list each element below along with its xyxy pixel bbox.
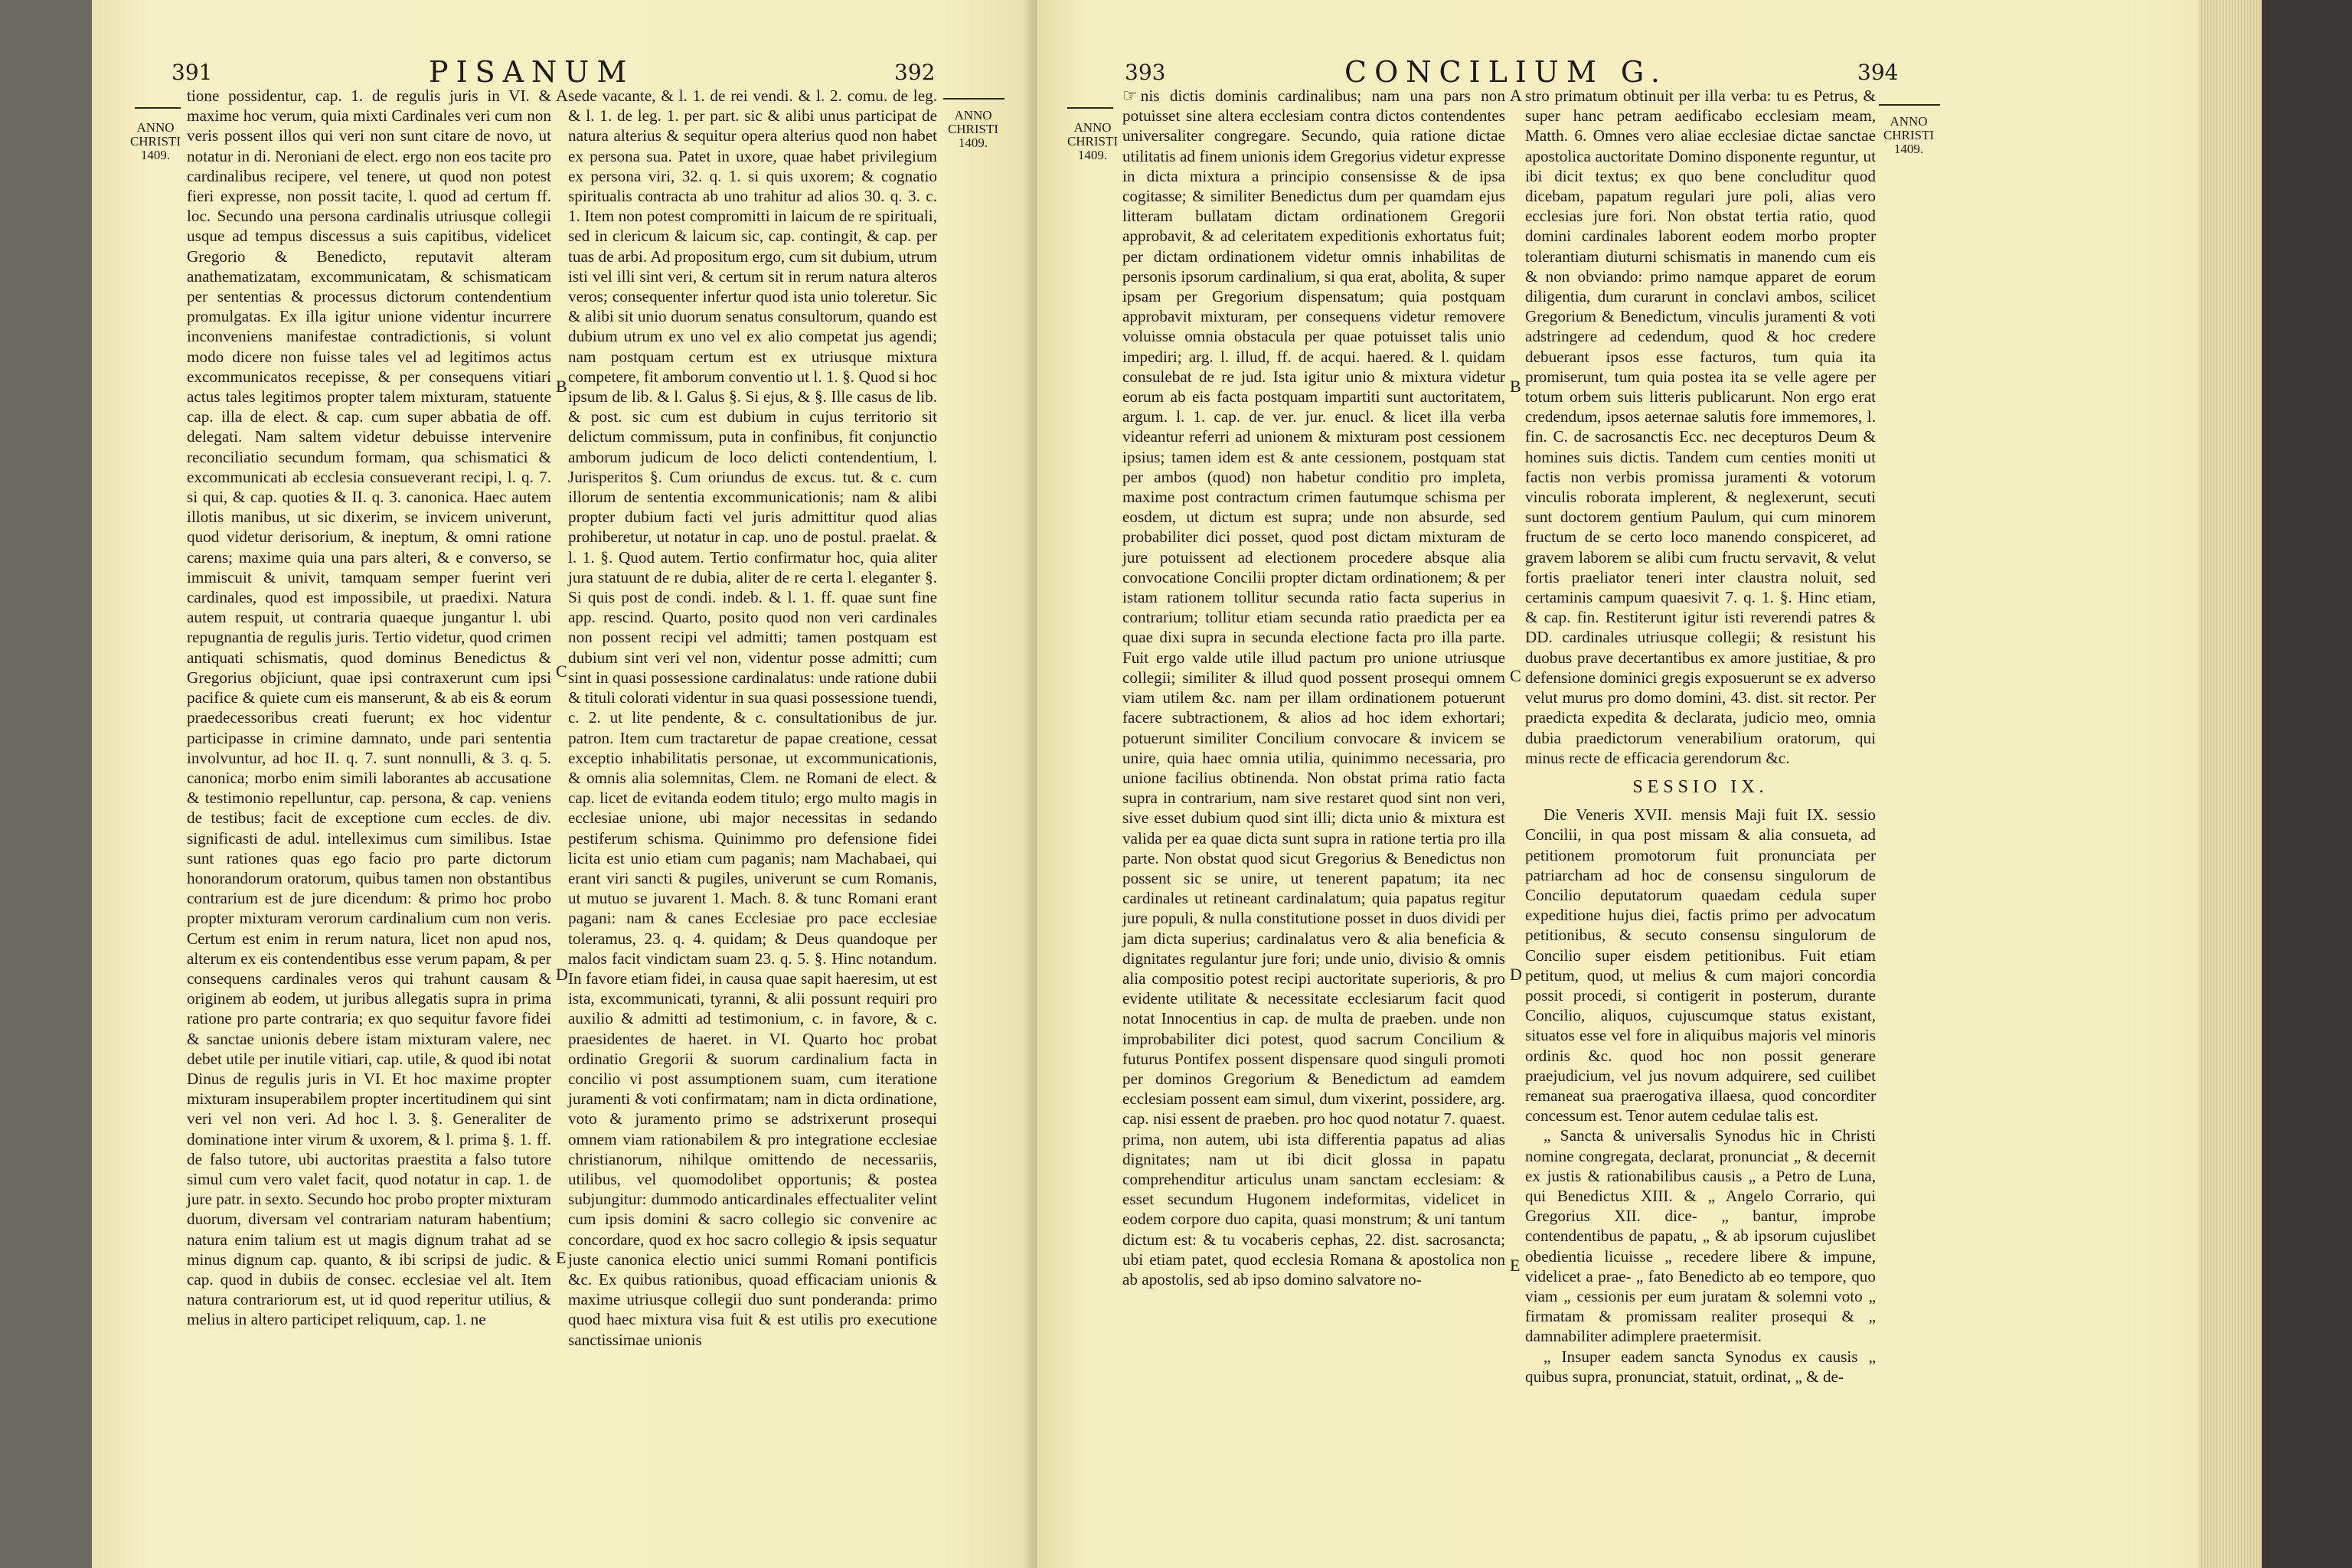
- margin-year: 1409.: [140, 148, 171, 162]
- column-text: sede vacante, & l. 1. de rei vendi. & l. 2. comu. de leg. & l. 1. de leg. 1. per part. sic & alibi unus participat de natura alterius & sequitur opera alterius quod non habet ex persona sua. Patet in uxore, quae habet privilegium ex persona viri, 32. q. 1. si quis uxorem; & cognatio spiritualis contracta ab uno trahitur ad alios 30. q. 3. c. 1. Item non potest compromitti in laicum de re spirituali, sed in clericum & laicum sic, cap. contingit, & cap. per tuas de arbi. Ad propositum ergo, cum sit dubium, utrum isti vel illi sint veri, & certum sit in rerum natura alteros veros; consequenter infertur quod ista unio toleretur. Sic & alibi sit unio duorum senatus consultorum, quando est dubium utrum ex uno vel ex alio competat jus agendi; nam postquam certum est ex utriusque mixtura competere, fit amborum conventio ut l. 1. §. Quod si hoc ipsum de lib. & l. Galus §. Si ejus, & §. Ille casus de lib. & post. sic cum est dubium in cujus territorio sit delictum commissum, puta in confinibus, fit conjunctio amborum judicum de loco delicti contendentium, l. Jurisperitos §. Cum oriundus de excus. tut. & c. cum illorum de sententia excommunicationis; nam & alibi propter dubium facti vel juris admittitur quod alias prohiberetur, ut notatur in cap. uno de postul. praelat. & l. 1. §. Quod autem. Tertio confirmatur hoc, quia aliter jura statuunt de re dubia, aliter de re certa l. eleganter §. Si quis post de condi. indeb. & l. 1. ff. quae sunt fine app. rescind. Quarto, posito quod non veri cardinales non possent recipi vel admitti; tamen postquam est dubium sint veri vel non, videntur posse admitti; cum sint in quasi possessione cardinalatus: unde ratione dubii & tituli colorati videntur in sua quasi possessione tuendi, c. 2. ut lite pendente, & c. consultationibus de jur. patron. Item cum tractaretur de papae creatione, cessat exceptio inhabilitatis personae, ut excommunicationis, & omnis alia solemnitas, Clem. ne Romani de elect. & cap. licet de evitanda eodem titulo; ergo multo magis in ecclesiae unione, ubi major necessitas in sedando pestiferum schisma. Quinimmo pro defensione fidei licita est unio etiam cum paganis; nam Machabaei, qui erant viri sancti & pugiles, univerunt se cum Romanis, ut mutuo se juvarent 1. Mach. 8. & tunc Romani erant pagani: nam & canes Ecclesiae pro pace ecclesiae toleramus, 23. q. 4. quidam; & Deus quandoque per malos facit vindictam suam 23. q. 5. §. Hinc notandum. In favore etiam fidei, in causa quae sapit haeresim, ut est ista, excommunicati, tyranni, & alii possunt requiri pro auxilio & admitti ad testimonium, c. in favore, & c. praesidentes de haeret. in VI. Quarto hoc probat ordinatio Gregorii & suorum cardinalium facta in concilio vi post assumptionem suam, cum iteratione juramenti & voti confirmatam; nam in dicta ordinatione, voto & juramento primo se adstrixerunt prosequi omnem viam rationabilem & pro integratione ecclesiae christianorum, nihilque omittendo de necessariis, utilibus, vel quomodolibet opportunis; & postea subjungitur: dummodo anticardinales effectualiter velint cum ipsis domini & sacro collegio sic convenire ac concordare, quod ex hoc sacro collegio & ipsis sequatur juste canonica electio unici summi Romani pontificis &c. Ex quibus rationibus, quoad efficaciam unionis & maxime utriusque collegii duo sunt ponderanda: primo quod haec mixtura visa fuit & est utilis pro executione sanctissimae unionis: [568, 87, 937, 1349]
- column-text: [1122, 86, 1505, 1289]
- year-margin-note: [945, 109, 1001, 150]
- table-surface-left: [0, 0, 92, 1568]
- section-letter: C: [1510, 666, 1521, 685]
- section-letter: E: [1510, 1256, 1521, 1275]
- margin-year: 1409.: [1077, 148, 1108, 162]
- page-number: 393: [1125, 60, 1166, 85]
- margin-year: 1409.: [1893, 142, 1924, 156]
- section-letter: D: [556, 965, 568, 984]
- decree-paragraph: „ Sancta & universalis Synodus hic in Christi nomine congregata, declarat, pronunciat „ & decernit ex justis & rationabilibus causis „ a Petro de Luna, qui Benedictus XIII. & „ Angelo Corrario, qui Gregorius XII. dice- „ bantur, improbe contendentibus de papatu, „ & ab ipsorum cujuslibet obedientia licuisse „ recedere libere & impune, videlicet a prae- „ fato Benedicto ab eo tempore, quo viam „ cessionis per eum juratam & solemni voto „ firmatam & promissam realiter prosequi & „ damnabiliter adimplere praetermisit.: [1525, 1126, 1876, 1346]
- text-column-right: [1525, 86, 1876, 1540]
- section-letter: D: [1510, 965, 1522, 984]
- running-title: CONCILIUM G.: [1344, 55, 1668, 89]
- margin-anno: ANNO: [136, 120, 175, 135]
- section-letter: A: [1510, 86, 1522, 105]
- page-number: 394: [1857, 60, 1899, 85]
- section-letter: E: [556, 1248, 567, 1267]
- decree-paragraph: „ Insuper eadem sancta Synodus ex causis „ quibus supra, pronunciat, statuit, ordinat, „ & de-: [1525, 1347, 1876, 1386]
- margin-rule: [135, 107, 181, 109]
- margin-rule: [943, 98, 1004, 100]
- text-column-left: [187, 86, 551, 1540]
- table-surface-right: [2262, 0, 2352, 1568]
- margin-anno: ANNO: [954, 108, 992, 122]
- session-paragraph: Die Veneris XVII. mensis Maji fuit IX. sessio Concilii, in qua post missam & alia consueta, ad petitionem promotorum fuit pronunciata per patriarcham ad hoc de consensu singulorum de Concilio deputatorum quaedam cedula super expeditione hujus diei, factis primo per advocatum petitionibus, & secuto consensu singulorum de Concilio super eisdem petitionibus. Fuit etiam petitum, quod, ut melius & cum majori concordia possit procedi, si contigerit in posterum, durante Concilio, aliquos, cujuscumque status existant, situatos esse vel fore in aliquibus majoris vel minoris ordinis &c. quod hoc non possit generare praejudicium, vel jus novum adquirere, sed cuilibet remaneat sua praerogativa illaesa, quod concorditer concessum est. Tenor autem cedulae talis est.: [1525, 805, 1876, 1125]
- running-title: PISANUM: [429, 55, 635, 89]
- margin-anno: ANNO: [1073, 120, 1112, 135]
- section-letter: B: [1510, 377, 1521, 396]
- right-page: [1037, 0, 2199, 1568]
- page-number: 392: [894, 60, 936, 85]
- year-margin-note: [127, 121, 184, 162]
- section-letter: C: [556, 662, 567, 681]
- margin-christi: CHRISTI: [1883, 128, 1935, 142]
- column-text: tione possidentur, cap. 1. de regulis juris in VI. & maxime hoc verum, quia mixti Cardinales veri cum non veris possent illos qui veri non sunt citare de novo, ut notatur in di. Neroniani de elect. ergo non eos tacite pro cardinalibus recipere, vel tenere, ut quod non potest fieri expresse, non possit tacite, l. quod ad certum ff. loc. Secundo una persona cardinalis utriusque collegii usque ad tempus discessus a suis capitibus, videlicet Gregorio & Benedicto, reputavit alteram anathematizatam, excommunicatam, & schismaticam per sententias & processus dictorum contendentium promulgatas. Ex illa igitur unione videntur incurrere inconveniens manifestae contradictionis, si volunt modo dicere non fuisse tales vel ad legitimos actus excommunicatos recepisse, & per consequens vitiari actus tales legitimos propter talem mixturam, statuente cap. illa de elect. & cap. cum super abbatia de off. delegati. Nam saltem videtur debuisse intervenire reconciliatio secundum formam, qua schismatici & excommunicati ab ecclesia consueverant recipi, l. q. 7. si qui, & cap. quoties & II. q. 3. canonica. Haec autem illotis manibus, ut sic dixerim, se invicem univerunt, quod videtur derisorium, & ineptum, & omni ratione carens; maxime quia una pars alteri, & e converso, se immiscuit & univit, tamquam semper fuerint veri cardinales, quod est impossibile, ut praedixi. Natura autem respuit, ut contraria quaeque jungantur l. ubi repugnantia de regulis juris. Tertio videtur, quod crimen antiquati schismatis, quod dominus Benedictus & Gregorius objiciunt, quae ipsi contraxerunt cum ipsi pacifice & quiete cum eis manserunt, & ab eis & eorum praedecessoribus creati fuerunt; ex hoc videntur participasse in crimine damnato, unde pari sententia involvuntur, ad hoc II. q. 7. sunt nonnulli, & 3. q. 5. canonica; morbo enim simili laborantes ab accusatione & testimonio repelluntur, cap. persona, & cap. veniens de testibus; facit de exceptione cum eccles. de div. significasti de adul. intelleximus cum similibus. Istae sunt rationes quas ego facio pro parte dictorum honorandorum oratorum, quibus tamen non obstantibus contrarium est de jure dicendum: & primo hoc probo propter mixturam verorum cardinalium cum non veris. Certum est enim in rerum natura, licet non apud nos, alterum ex eis contendentibus esse verum papam, & per consequens cardinales veros qui trahunt causam & originem ab eodem, ut juribus allegatis supra in prima ratione pro parte contraria; ex quo sequitur favore fidei & sanctae unionis debere istam mixturam valere, nec debet utile per inutile vitiari, cap. utile, & quod ibi notat Dinus de regulis juris in VI. Et hoc maxime propter mixturam insuperabilem propter incertitudinem qui sint veri vel non veri. Ad hoc l. 3. §. Generaliter de dominatione inter virum & uxorem, & l. prima §. 1. ff. de falso tutore, ubi auctoritas praestita a falso tutore simul cum vero valet facit, quod notatur in cap. 1. de jure patr. in sexto. Secundo hoc probo propter mixturam duorum, diversam vel contrariam naturam habentium; natura enim talium est ut magis dignum trahat ad se minus dignum cap. quanto, & ibi scripsi de judic. & cap. quod in dubiis de consec. ecclesiae vel alt. Item natura contrariorum est, ut id quod reperitur utilius, & melius in altero participet reliquum, cap. 1. ne: [187, 87, 551, 1329]
- margin-anno: ANNO: [1890, 114, 1928, 129]
- year-margin-note: [1064, 121, 1121, 162]
- text-column-right: [568, 86, 937, 1540]
- margin-christi: CHRISTI: [129, 134, 181, 149]
- page-edges-stack: [2199, 0, 2262, 1568]
- session-heading: SESSIO IX.: [1632, 776, 1769, 797]
- section-letter: B: [556, 377, 567, 396]
- column-text-body: nis dictis dominis cardinalibus; nam una pars non potuisset sine altera ecclesiam contra dictos contendentes universaliter congregare. Secundo, quia ratione dictae utilitatis ad finem unionis idem Gregorius videtur expresse in dicta mixtura a principio consensisse & de ipsa cogitasse; & similiter Benedictus dum per quamdam ejus litteram bullatam dictam ordinationem Gregorii approbavit, & ad celeritatem expeditionis exhortatus fuit; per dictam ordinationem videtur omnis inhabilitas de personis ipsorum cardinalium, si qua erat, abolita, & super ipsam per Gregorium dispensatum; quia postquam approbavit mixturam, per consequens videtur removere voluisse omnia obstacula per quae potuisset talis unio impediri; arg. l. illud, ff. de acqui. haered. & l. quidam consulebat de re jud. Ista igitur unio & mixtura videtur eorum ab eis facta postquam impartiti sunt auctoritatem, argum. l. 1. cap. de ver. jur. enucl. & licet illa verba videantur referri ad unionem & mixturam post cessionem ipsius; tamen idem est & ante cessionem, postquam stat per ambos (quod) non habetur conditio pro impleta, maxime post contractum crimen fautumque schisma per eosdem, ut dictum est supra; unde non absurde, sed probabiliter dici posset, quod post dictam mixturam de jure potuissent ad electionem procedere absque alia convocatione Concilii propter dictam ordinationem; & per istam rationem tollitur secunda ratio facta superius in contrarium; tollitur etiam secunda ratio praedicta per ea quae dixi supra in secunda electione facta pro illa parte. Fuit ergo valde utile illud pactum pro unione utriusque collegii; similiter & illud quod possent prosequi omnem viam utilem &c. nam per illam ordinationem potuerunt facere subtractionem, & alios ad hoc idem exhortari; potuerunt similiter Concilium convocare & invicem se unire, quia haec omnia utilia, quinimmo necessaria, pro unione facilius obtinenda. Non obstat prima ratio facta supra in contrarium, nam sive restaret quod sint non veri, sive esset dubium quod sint illi; dicta unio & mixtura est valida per ea quae dicta sunt supra in ratione tertia pro illa parte. Non obstat quod sicut Gregorius & Benedictus non possent sic se unire, ut tenerent papatum; ita nec cardinales ut retineant cardinalatum; quia papatus regitur jure populi, & nulla constitutione posset in duos dividi per jam dicta superius; cardinalatus vero & alia beneficia & dignitates regulantur jure fori; unde unio, divisio & omnis alia compositio potest recipi auctoritate superioris, & pro evidente utilitate & necessitate ecclesiarum facit quod notat Innocentius in cap. de multa de praeben. unde non improbabiliter dici potest, quod sacrum Concilium & futurus Pontifex possent dispensare quod singuli promoti per dominos Gregorium & Benedictum ad eamdem ecclesiam possent eam simul, dum vixerint, possidere, arg. cap. nisi essent de praeben. pro hoc quod notatur 7. quaest. prima, non autem, ubi ista differentia papatus ad alias dignitates; nam ut ibi dicit glossa in papatu comprehenditur articulus unam sanctam ecclesiam: & esset secundum Hugonem indeformitas, videlicet in eodem corpore duo capita, quasi monstrum; & uni tantum dictum est: & tu vocaberis cephas, 22. dist. sacrosancta; ubi etiam patet, quod ecclesia Romana & apostolica non ab apostolis, sed ab ipso domino salvatore no-: [1122, 87, 1505, 1289]
- margin-year: 1409.: [958, 136, 988, 150]
- page-number: 391: [172, 60, 213, 85]
- column-text: stro primatum obtinuit per illa verba: tu es Petrus, & super hanc petram aedificabo ecclesiam meam, Matth. 6. Omnes vero aliae ecclesiae dictae sanctae apostolica auctoritate Domino disponente reguntur, ut ibi dicit textus; ex quo bene concluditur quod dicebam, papatum regulari jure poli, alias vero ecclesias jure fori. Non obstat tertia ratio, quod domini cardinales laborent eodem morbo propter tolerantiam diuturni schismatis in manendo cum eis & non obviando: primo namque apparet de eorum diligentia, dum curarunt in conclavi ambos, scilicet Gregorium & Benedictum, vinculis juramenti & voti adstringere ad cedendum, quod & hoc credere debuerant ipsos esse facturos, tum quia ita promiserunt, tum quia postea ita se velle agere per totum orbem suis litteris publicarunt. Non ergo erat credendum, ipsos aeternae salutis fore immemores, l. fin. C. de sacrosanctis Ecc. nec decepturos Deum & homines suis dictis. Tandem cum centies moniti ut factis non verbis promissa juramenti & votorum vinculis roborata implerent, & neglexerunt, secuti sunt doctorem gentium Paulum, qui cum minorem fructum de se certo loco manendo conspiceret, ad gravem laborem se alibi cum fructu servavit, & velut fortis praeliator teneri inter claustra noluit, sed certaminis campum quaesivit 7. q. 1. §. Hinc etiam, & cap. fin. Restiterunt igitur isti reverendi patres & DD. cardinales utriusque collegii; & resistunt his duobus prave decertantibus ex amore justitiae, & pro defensione dominici gregis exposuerunt se ex adverso velut murus pro domo domini, 43. dist. sit rector. Per praedicta expedita & declarata, judicio meo, omnia dubia praedictorum venerabilium oratorum, qui minus recte de efficacia gerendorum &c.: [1525, 87, 1876, 767]
- margin-christi: CHRISTI: [1067, 134, 1119, 149]
- margin-rule: [1879, 104, 1940, 106]
- left-page: [92, 0, 1037, 1568]
- year-margin-note: [1880, 115, 1937, 156]
- margin-christi: CHRISTI: [947, 122, 999, 136]
- margin-rule: [1067, 107, 1113, 109]
- pointing-hand-icon: ☞: [1122, 86, 1138, 105]
- text-column-left: [1122, 86, 1505, 1540]
- section-letter: A: [556, 86, 568, 105]
